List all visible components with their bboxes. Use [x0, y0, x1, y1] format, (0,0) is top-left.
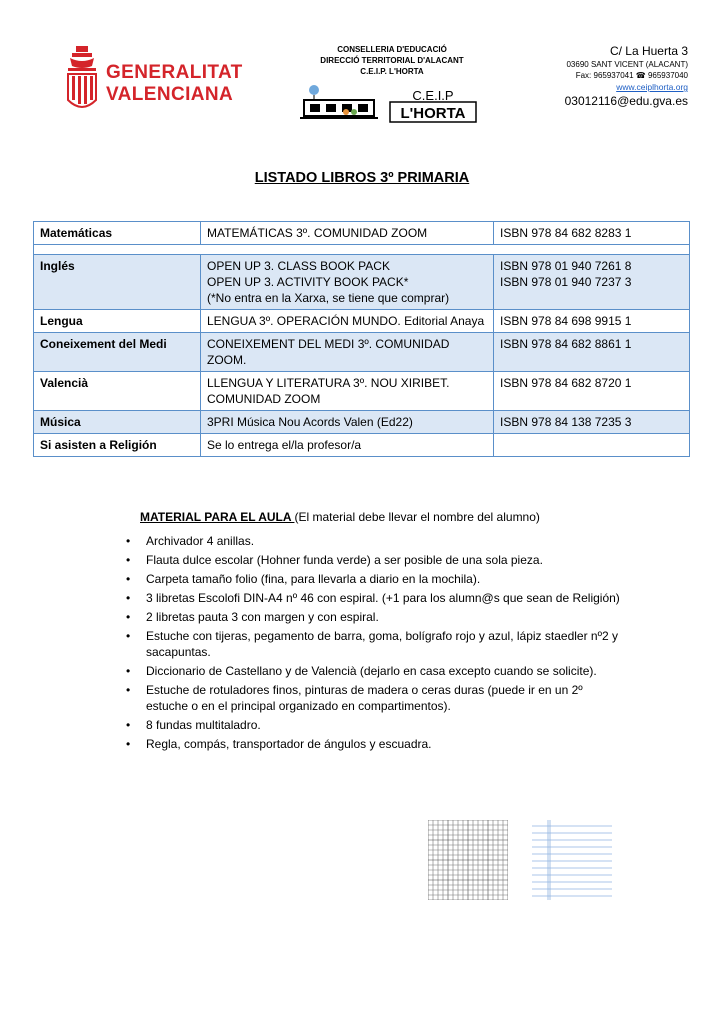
subject-cell: Lengua	[34, 310, 201, 333]
book-title-cell: MATEMÁTICAS 3º. COMUNIDAD ZOOM	[201, 222, 494, 245]
fax-phone: Fax: 965937041 ☎ 965937040	[575, 71, 688, 80]
ceip-logo-bottom-text: L'HORTA	[400, 105, 466, 122]
ceip-logo-top-text: C.E.I.P	[412, 88, 454, 103]
material-list	[120, 533, 620, 755]
isbn-cell: ISBN 978 84 682 8861 1	[494, 333, 690, 372]
list-item: • Diccionario de Castellano y de Valencià (dejarlo en casa excepto cuando se solicite).	[120, 663, 620, 679]
list-item: • Estuche de rotuladores finos, pinturas de madera o ceras duras (puede ir en un 2º estuche o en el principal organizado en compartimentos).	[120, 682, 620, 714]
ceip-line: C.E.I.P. L'HORTA	[360, 67, 424, 76]
school-building-icon	[300, 85, 378, 118]
table-row	[34, 222, 690, 245]
list-item: • 2 libretas pauta 3 con margen y con espiral.	[120, 609, 620, 625]
isbn-cell: ISBN 978 84 698 9915 1	[494, 310, 690, 333]
table-row	[34, 434, 690, 457]
table-gap	[34, 245, 690, 255]
book-title-cell: LENGUA 3º. OPERACIÓN MUNDO. Editorial Anaya	[201, 310, 494, 333]
table-row	[34, 411, 690, 434]
isbn-cell: ISBN 978 84 682 8720 1	[494, 372, 690, 411]
grid-notebook-page-icon	[428, 820, 508, 900]
email-address: 03012116@edu.gva.es	[564, 94, 688, 108]
list-item: • Regla, compás, transportador de ángulos y escuadra.	[120, 736, 620, 752]
isbn-cell	[494, 434, 690, 457]
direccio-line: DIRECCIÓ TERRITORIAL D'ALACANT	[320, 56, 464, 65]
table-row	[34, 310, 690, 333]
list-item: • Flauta dulce escolar (Hohner funda verde) a ser posible de una sola pieza.	[120, 552, 620, 568]
valenciana-word: VALENCIANA	[106, 84, 234, 105]
address-city: 03690 SANT VICENT (ALACANT)	[566, 60, 688, 69]
table-row	[34, 333, 690, 372]
generalitat-logo	[62, 44, 252, 116]
material-heading-note: (El material debe llevar el nombre del alumno)	[294, 510, 540, 524]
conselleria-line: CONSELLERIA D'EDUCACIÓ	[337, 45, 447, 54]
list-item: • 8 fundas multitaladro.	[120, 717, 620, 733]
subject-cell: Valencià	[34, 372, 201, 411]
document-title: LISTADO LIBROS 3º PRIMARIA	[254, 170, 470, 186]
table-row	[34, 255, 690, 310]
books-table	[33, 221, 690, 457]
book-title-cell: 3PRI Música Nou Acords Valen (Ed22)	[201, 411, 494, 434]
isbn-cell: ISBN 978 84 682 8283 1	[494, 222, 690, 245]
subject-cell: Inglés	[34, 255, 201, 310]
list-item: • Carpeta tamaño folio (fina, para llevarla a diario en la mochila).	[120, 571, 620, 587]
list-item: • Estuche con tijeras, pegamento de barra, goma, bolígrafo rojo y azul, lápiz staedler nº2 y sacapuntas.	[120, 628, 620, 660]
book-title-cell: LLENGUA Y LITERATURA 3º. NOU XIRIBET. COMUNIDAD ZOOM	[201, 372, 494, 411]
lined-notebook-page-icon	[532, 820, 612, 900]
subject-cell: Coneixement del Medi	[34, 333, 201, 372]
subject-cell: Música	[34, 411, 201, 434]
material-heading	[140, 510, 540, 524]
table-row	[34, 372, 690, 411]
generalitat-word: GENERALITAT	[106, 62, 243, 83]
isbn-cell: ISBN 978 84 138 7235 3	[494, 411, 690, 434]
subject-cell: Matemáticas	[34, 222, 201, 245]
book-title-cell: CONEIXEMENT DEL MEDI 3º. COMUNIDAD ZOOM.	[201, 333, 494, 372]
generalitat-emblem-icon	[62, 44, 102, 116]
website-link[interactable]: www.ceiplhorta.org	[616, 82, 688, 92]
book-title-cell: OPEN UP 3. CLASS BOOK PACK OPEN UP 3. ACTIVITY BOOK PACK* (*No entra en la Xarxa, se tiene que comprar)	[201, 255, 494, 310]
header-center	[292, 44, 492, 77]
subject-cell: Si asisten a Religión	[34, 434, 201, 457]
list-item: • Archivador 4 anillas.	[120, 533, 620, 549]
ceip-lhorta-logo	[298, 82, 488, 124]
address-street: C/ La Huerta 3	[609, 44, 688, 58]
isbn-cell: ISBN 978 01 940 7261 8 ISBN 978 01 940 7237 3	[494, 255, 690, 310]
book-title-cell: Se lo entrega el/la profesor/a	[201, 434, 494, 457]
header-contact	[498, 44, 688, 109]
list-item: • 3 libretas Escolofi DIN-A4 nº 46 con espiral. (+1 para los alumn@s que sean de Religión)	[120, 590, 620, 606]
material-heading-title: MATERIAL PARA EL AULA	[140, 510, 295, 524]
